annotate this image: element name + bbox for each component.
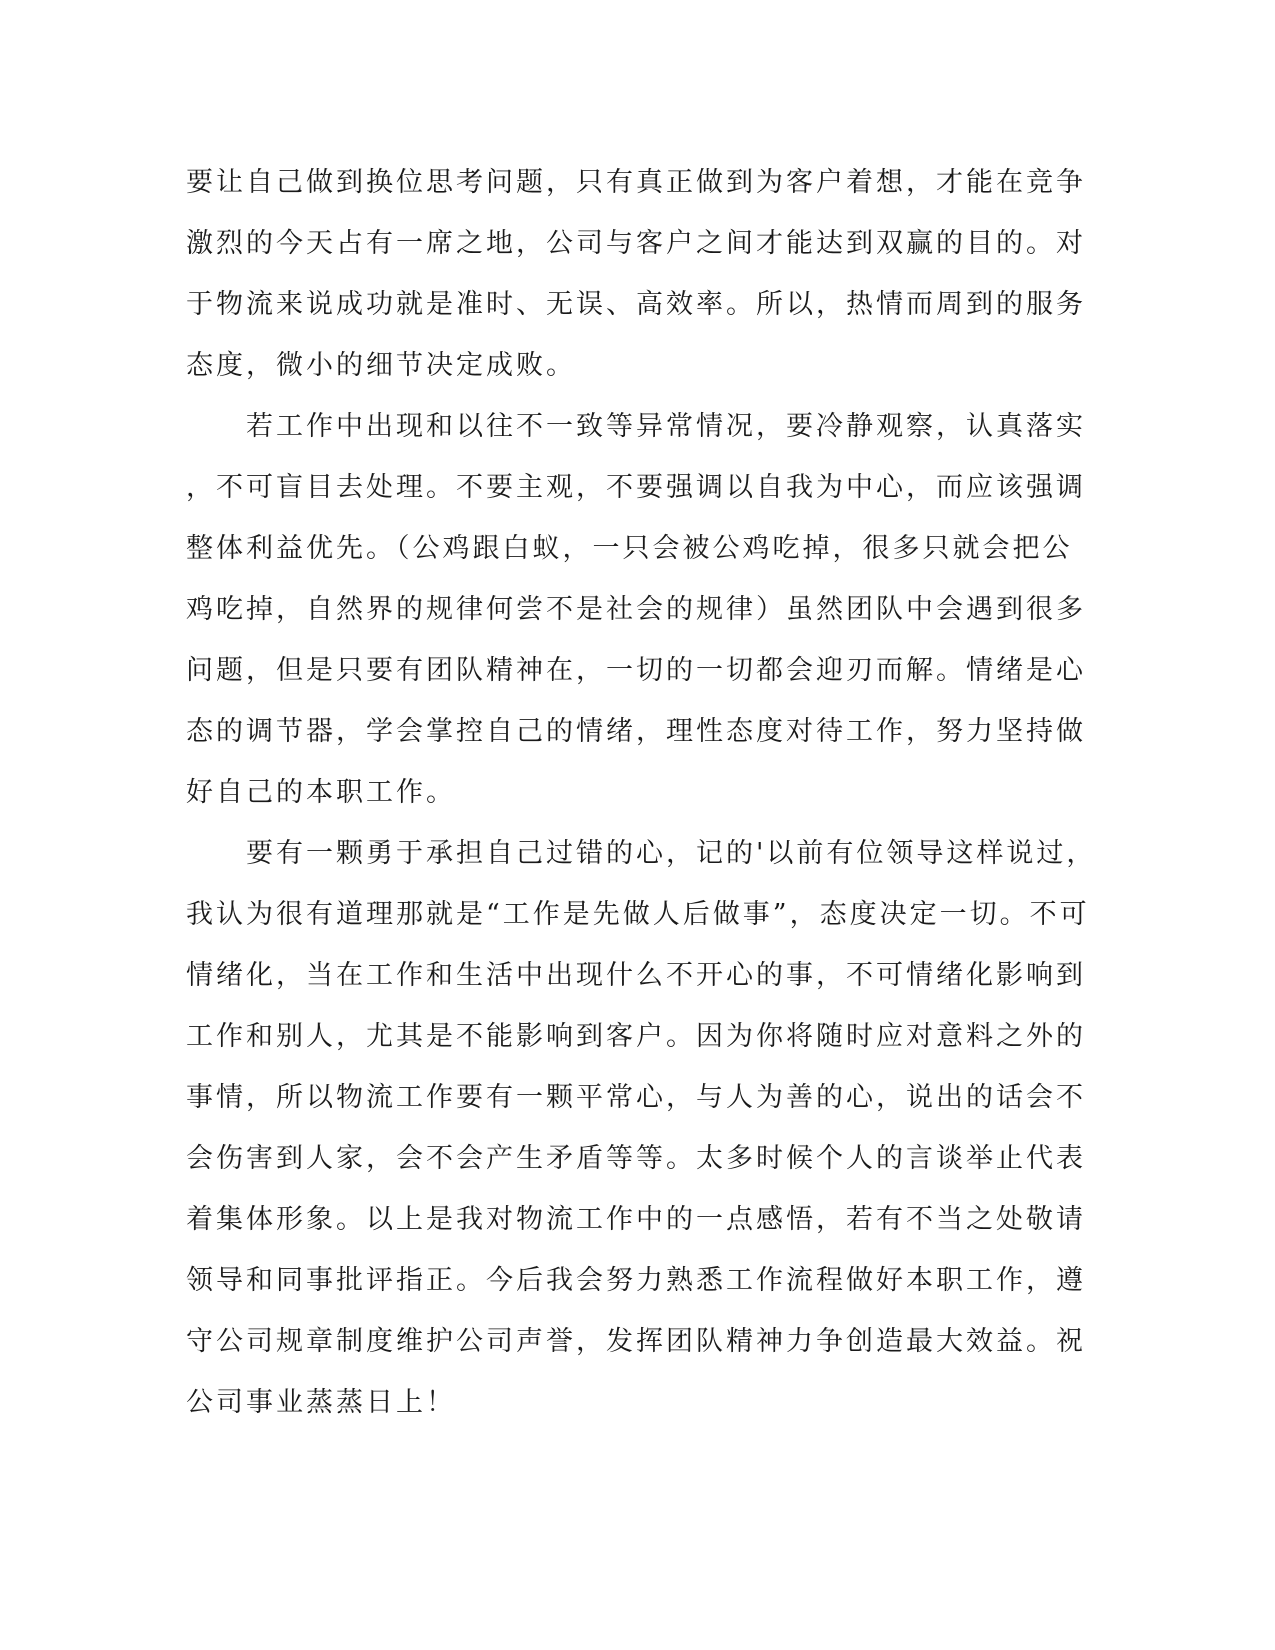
text-line: 鸡吃掉，自然界的规律何尝不是社会的规律）虽然团队中会遇到很多 — [186, 594, 1086, 625]
text-line: 态的调节器，学会掌控自己的情绪，理性态度对待工作，努力坚持做 — [186, 716, 1086, 747]
paragraph-start-line: 要有一颗勇于承担自己过错的心，记的'以前有位领导这样说过， — [186, 838, 1097, 869]
text-line: 态度，微小的细节决定成败。 — [186, 350, 576, 381]
text-line: 要让自己做到换位思考问题，只有真正做到为客户着想，才能在竞争 — [186, 167, 1086, 198]
paragraph-start-line: 若工作中出现和以往不一致等异常情况，要冷静观察，认真落实 — [186, 411, 1086, 442]
text-line: ，不可盲目去处理。不要主观，不要强调以自我为中心，而应该强调 — [186, 472, 1086, 503]
text-line: 着集体形象。以上是我对物流工作中的一点感悟，若有不当之处敬请 — [186, 1204, 1086, 1235]
text-line: 领导和同事批评指正。今后我会努力熟悉工作流程做好本职工作，遵 — [186, 1265, 1086, 1296]
text-line: 好自己的本职工作。 — [186, 777, 456, 808]
text-line: 问题，但是只要有团队精神在，一切的一切都会迎刃而解。情绪是心 — [186, 655, 1086, 686]
body-text — [186, 152, 1097, 1433]
text-line: 会伤害到人家，会不会产生矛盾等等。太多时候个人的言谈举止代表 — [186, 1143, 1086, 1174]
text-line: 情绪化，当在工作和生活中出现什么不开心的事，不可情绪化影响到 — [186, 960, 1086, 991]
text-line: 事情，所以物流工作要有一颗平常心，与人为善的心，说出的话会不 — [186, 1082, 1086, 1113]
text-line: 整体利益优先。（公鸡跟白蚁，一只会被公鸡吃掉，很多只就会把公 — [186, 533, 1073, 564]
text-line: 激烈的今天占有一席之地，公司与客户之间才能达到双赢的目的。对 — [186, 228, 1086, 259]
text-line: 于物流来说成功就是准时、无误、高效率。所以，热情而周到的服务 — [186, 289, 1086, 320]
text-line: 我认为很有道理那就是“工作是先做人后做事”，态度决定一切。不可 — [186, 899, 1090, 930]
text-line: 公司事业蒸蒸日上！ — [186, 1387, 456, 1418]
text-line: 守公司规章制度维护公司声誉，发挥团队精神力争创造最大效益。祝 — [186, 1326, 1086, 1357]
text-line: 工作和别人，尤其是不能影响到客户。因为你将随时应对意料之外的 — [186, 1021, 1086, 1052]
